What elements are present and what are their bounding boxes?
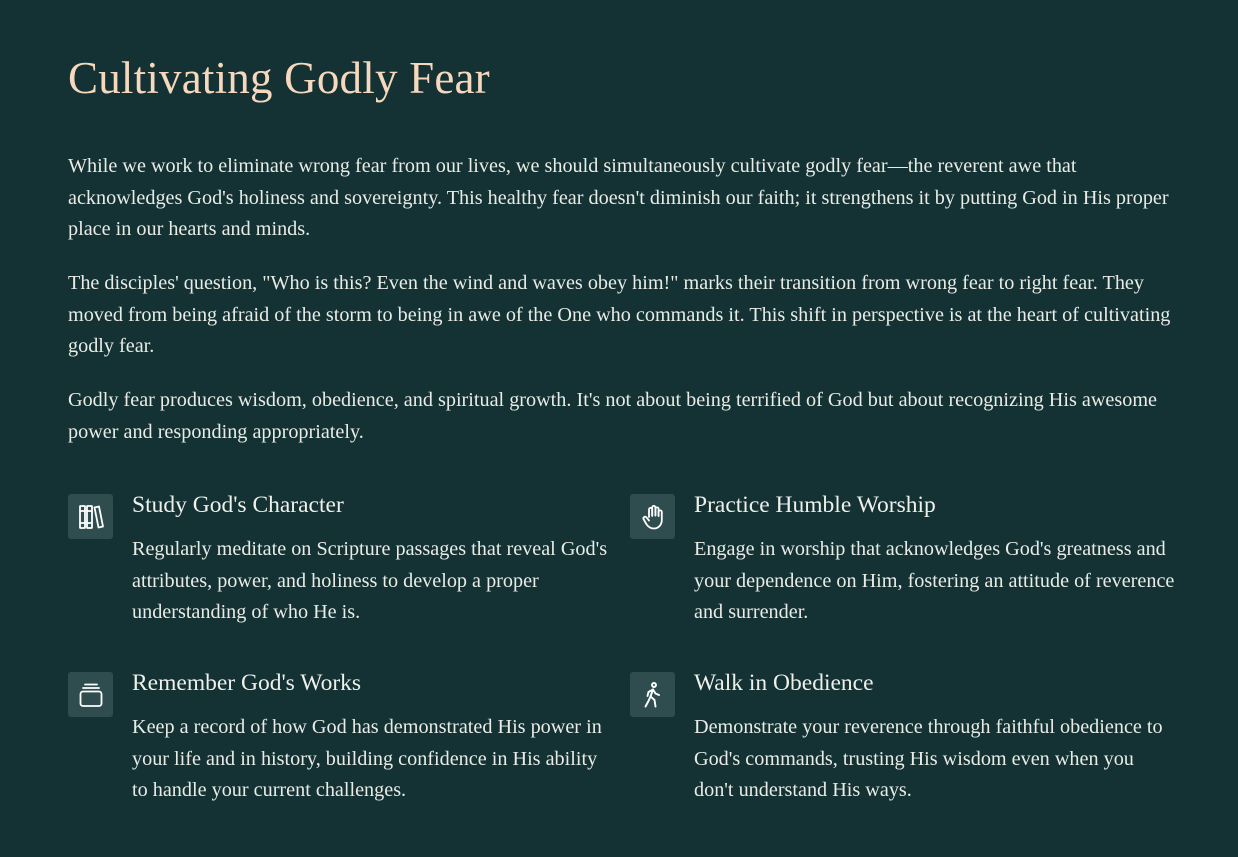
practice-title: Study God's Character bbox=[132, 492, 344, 518]
practice-title: Walk in Obedience bbox=[694, 670, 874, 696]
walking-icon bbox=[630, 672, 675, 717]
practice-description: Keep a record of how God has demonstrated His power in your life and in history, building confidence in His ability to handle your current challenges. bbox=[132, 716, 602, 801]
practice-title: Remember God's Works bbox=[132, 670, 362, 696]
intro-paragraph-3: Godly fear produces wisdom, obedience, and spiritual growth. It's not about being terrified of God but about recognizing His awesome power and responding appropriately. bbox=[68, 389, 1158, 443]
practice-description: Demonstrate your reverence through faithful obedience to God's commands, trusting His wisdom even when you don't understand His ways. bbox=[694, 716, 1163, 801]
hand-icon bbox=[630, 494, 675, 539]
practice-description: Regularly meditate on Scripture passages that reveal God's attributes, power, and holiness to develop a proper understanding of who He is. bbox=[132, 538, 608, 623]
practice-description: Engage in worship that acknowledges God's greatness and your dependence on Him, fostering an attitude of reverence and surrender. bbox=[694, 538, 1175, 623]
practice-title: Practice Humble Worship bbox=[694, 492, 936, 518]
intro-paragraph-2: The disciples' question, "Who is this? Even the wind and waves obey him!" marks their transition from wrong fear to right fear. They moved from being afraid of the storm to being in awe of the One who commands it. This shift in perspective is at the heart of cultivating godly fear. bbox=[68, 272, 1171, 357]
page-title: Cultivating Godly Fear bbox=[68, 53, 490, 103]
books-icon bbox=[68, 494, 113, 539]
stack-icon bbox=[68, 672, 113, 717]
intro-paragraph-1: While we work to eliminate wrong fear from our lives, we should simultaneously cultivate godly fear—the reverent awe that acknowledges God's holiness and sovereignty. This healthy fear doesn't diminish our faith; it strengthens it by putting God in His proper place in our hearts and minds. bbox=[68, 155, 1169, 240]
